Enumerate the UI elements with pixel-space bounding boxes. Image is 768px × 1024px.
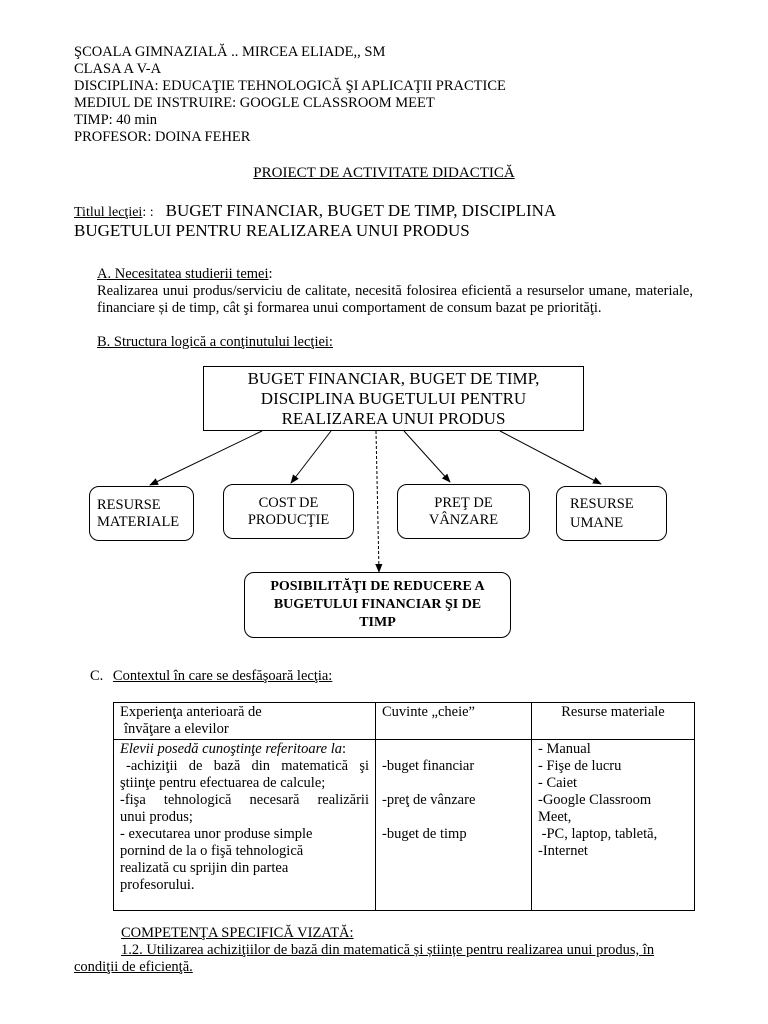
duration: TIMP: 40 min bbox=[74, 112, 157, 128]
diagram-main-box bbox=[203, 366, 584, 431]
lesson-title-line1: BUGET FINANCIAR, BUGET DE TIMP, DISCIPLINA bbox=[165, 201, 557, 220]
node-cost-productie bbox=[223, 484, 354, 539]
resource-item: -Internet bbox=[538, 843, 588, 859]
experience-line: profesorului. bbox=[120, 877, 195, 893]
node-cost-productie-line1: COST DE bbox=[258, 494, 319, 511]
arrow-to-posibilitati bbox=[376, 431, 379, 572]
node-posibilitati-reducere bbox=[244, 572, 511, 638]
cell-experience bbox=[114, 740, 376, 911]
keyword-item: -buget de timp bbox=[382, 826, 467, 842]
competence-line2: condiţii de eficienţă. bbox=[74, 959, 193, 975]
class-name: CLASA A V-A bbox=[74, 61, 162, 77]
arrow-to-resurse-materiale bbox=[150, 431, 262, 485]
resource-item: - Caiet bbox=[538, 775, 578, 791]
diagram-main-line1: BUGET FINANCIAR, BUGET DE TIMP, bbox=[247, 368, 540, 388]
resource-item: -Google Classroom bbox=[538, 792, 652, 808]
arrow-to-resurse-umane bbox=[500, 431, 601, 484]
section-c-heading: Contextul în care se desfăşoară lecţia: bbox=[112, 668, 333, 684]
table-header-resources: Resurse materiale bbox=[532, 703, 695, 740]
experience-line: realizată cu sprijin din partea bbox=[120, 860, 289, 876]
node-resurse-materiale-line2: MATERIALE bbox=[97, 513, 180, 530]
node-posibilitati-line3: TIMP bbox=[359, 615, 396, 630]
lesson-title-sep: : : bbox=[142, 205, 154, 220]
experience-line: unui produs; bbox=[120, 809, 193, 825]
competence-line1: 1.2. Utilizarea achiziţiilor de bază din matematică și științe pentru realizarea unui produs, în bbox=[121, 942, 655, 958]
lesson-title-label: Titlul lecţiei bbox=[74, 205, 143, 220]
node-posibilitati-line2: BUGETULUI FINANCIAR ŞI DE bbox=[273, 597, 482, 612]
cell-keywords bbox=[376, 740, 532, 911]
experience-line: - executarea unor produse simple bbox=[120, 826, 313, 842]
keyword-item: -preţ de vânzare bbox=[382, 792, 476, 808]
resource-item: - Manual bbox=[538, 741, 591, 757]
resource-item: - Fişe de lucru bbox=[538, 758, 622, 774]
section-c-letter: C. bbox=[90, 668, 104, 684]
section-b-heading: B. Structura logică a conţinutului lecţiei: bbox=[97, 334, 333, 350]
node-resurse-materiale bbox=[89, 486, 194, 541]
document-title: PROIECT DE ACTIVITATE DIDACTICĂ bbox=[253, 165, 515, 181]
table-header-row bbox=[114, 703, 695, 740]
section-a-body: Realizarea unui produs/serviciu de calitate, necesită folosirea eficientă a resurselor umane, materiale, financiare și de timp, cât şi formarea unui comportament de consum bazat pe priorităţi. bbox=[97, 283, 693, 316]
node-resurse-umane-line2: UMANE bbox=[570, 514, 624, 531]
keyword-item: -buget financiar bbox=[382, 758, 475, 774]
header-experience-line1: Experienţa anterioară de bbox=[120, 704, 262, 720]
table-header-keywords: Cuvinte „cheie” bbox=[376, 703, 532, 740]
experience-line: ştiinţe pentru efectuarea de calcule; bbox=[120, 775, 326, 791]
node-pret-vanzare-line1: PREŢ DE bbox=[434, 494, 493, 511]
school-name: ŞCOALA GIMNAZIALĂ .. MIRCEA ELIADE,, SM bbox=[74, 44, 386, 60]
node-cost-productie-line2: PRODUCŢIE bbox=[247, 511, 330, 528]
experience-intro-suffix: : bbox=[342, 741, 347, 757]
node-resurse-umane bbox=[556, 486, 667, 541]
teacher: PROFESOR: DOINA FEHER bbox=[74, 129, 251, 145]
environment: MEDIUL DE INSTRUIRE: GOOGLE CLASSROOM MEET bbox=[74, 95, 435, 111]
experience-line: -fişa tehnologică necesară realizării bbox=[120, 792, 369, 808]
discipline: DISCIPLINA: EDUCAŢIE TEHNOLOGICĂ ŞI APLICAŢII PRACTICE bbox=[74, 78, 506, 94]
table-row bbox=[114, 740, 695, 911]
node-resurse-umane-line1: RESURSE bbox=[570, 495, 634, 512]
section-c-heading-row bbox=[90, 668, 332, 685]
experience-intro: Elevii posedă cunoştinţe referitoare la bbox=[120, 741, 343, 757]
experience-line: pornind de la o fişă tehnologică bbox=[120, 843, 304, 859]
node-posibilitati-line1: POSIBILITĂŢI DE REDUCERE A bbox=[270, 579, 485, 594]
experience-line: -achiziţii de bază din matematică şi bbox=[126, 758, 369, 774]
experience-intro-row bbox=[120, 741, 369, 758]
competence-heading: COMPETENŢA SPECIFICĂ VIZATĂ: bbox=[121, 925, 354, 941]
section-a-heading: A. Necesitatea studierii temei bbox=[97, 266, 269, 282]
resource-item: -PC, laptop, tabletă, bbox=[538, 826, 658, 842]
node-pret-vanzare-line2: VÂNZARE bbox=[428, 511, 499, 528]
table-header-experience bbox=[114, 703, 376, 740]
node-pret-vanzare bbox=[397, 484, 530, 539]
lesson-title-line2: BUGETULUI PENTRU REALIZAREA UNUI PRODUS bbox=[74, 221, 470, 240]
arrow-to-pret-vanzare bbox=[404, 431, 450, 482]
node-resurse-materiale-line1: RESURSE bbox=[97, 496, 161, 513]
context-table bbox=[113, 702, 695, 911]
arrow-to-cost-productie bbox=[291, 431, 331, 483]
diagram-main-line3: REALIZAREA UNUI PRODUS bbox=[281, 408, 506, 428]
section-a-heading-suffix: : bbox=[268, 266, 273, 282]
cell-resources bbox=[532, 740, 695, 911]
diagram-main-line2: DISCIPLINA BUGETULUI PENTRU bbox=[260, 388, 527, 408]
header-experience-line2: învăţare a elevilor bbox=[124, 721, 229, 737]
resource-item: Meet, bbox=[538, 809, 572, 825]
